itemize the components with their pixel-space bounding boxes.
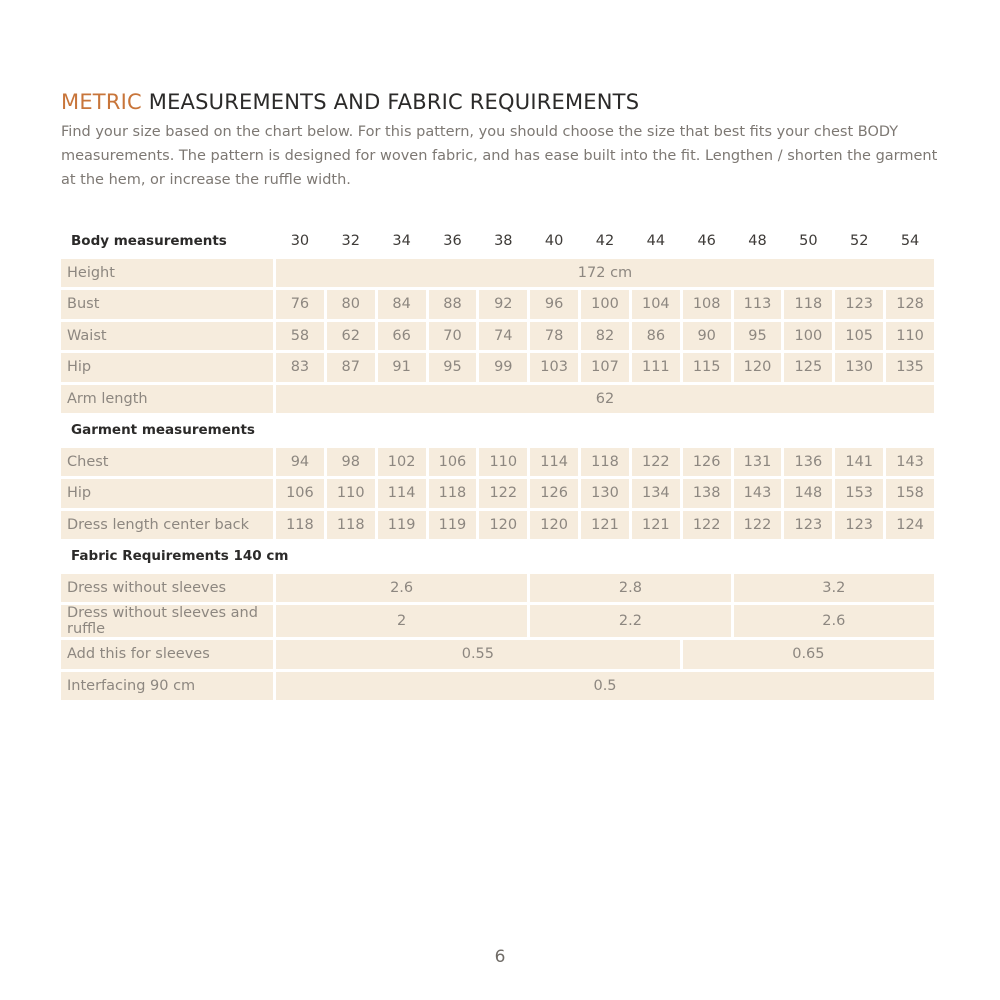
fabric-group-cell: 2.8 <box>530 574 730 603</box>
table-cell: 70 <box>429 322 477 351</box>
size-header: 34 <box>392 233 411 250</box>
table-cell: 66 <box>378 322 426 351</box>
table-cell: 111 <box>632 353 680 382</box>
table-cell: 78 <box>530 322 578 351</box>
table-cell: 122 <box>683 511 731 540</box>
table-cell: 90 <box>683 322 731 351</box>
table-cell: 128 <box>886 290 934 319</box>
table-cell: 92 <box>479 290 527 319</box>
table-cell: 125 <box>784 353 832 382</box>
table-cell: 114 <box>530 448 578 477</box>
row-label: Waist <box>61 322 273 351</box>
arm-length-value: 62 <box>276 385 934 414</box>
table-cell: 88 <box>429 290 477 319</box>
table-row <box>61 574 934 603</box>
table-cell: 102 <box>378 448 426 477</box>
row-label: Bust <box>61 290 273 319</box>
row-label: Dress length center back <box>61 511 273 540</box>
size-header: 38 <box>494 233 513 250</box>
table-cell: 120 <box>734 353 782 382</box>
table-row <box>61 259 934 288</box>
section-title: Body measurements <box>71 233 227 250</box>
section-title: Fabric Requirements 140 cm <box>71 548 289 565</box>
row-label: Hip <box>61 353 273 382</box>
fabric-group-cell: 2.6 <box>276 574 527 603</box>
table-cell: 108 <box>683 290 731 319</box>
table-cell: 95 <box>429 353 477 382</box>
garment-measurements-header <box>61 416 934 445</box>
size-header: 48 <box>748 233 767 250</box>
size-header: 52 <box>849 233 869 250</box>
table-cell: 95 <box>734 322 782 351</box>
table-cell: 123 <box>835 290 883 319</box>
size-header: 54 <box>900 233 920 250</box>
row-label: Arm length <box>61 385 273 414</box>
table-cell: 158 <box>886 479 934 508</box>
row-label: Hip <box>61 479 273 508</box>
height-value: 172 cm <box>276 259 934 288</box>
title-accent: METRIC <box>61 90 142 114</box>
table-row <box>61 511 934 540</box>
interfacing-value: 0.5 <box>276 672 934 701</box>
table-cell: 120 <box>530 511 578 540</box>
row-label: Chest <box>61 448 273 477</box>
size-header: 30 <box>290 233 310 250</box>
table-cell: 118 <box>429 479 477 508</box>
table-cell: 148 <box>784 479 832 508</box>
table-cell: 134 <box>632 479 680 508</box>
table-row <box>61 322 934 351</box>
table-cell: 83 <box>276 353 324 382</box>
table-cell: 130 <box>581 479 629 508</box>
table-cell: 100 <box>784 322 832 351</box>
table-cell: 76 <box>276 290 324 319</box>
section-title: Garment measurements <box>71 422 255 439</box>
table-cell: 119 <box>378 511 426 540</box>
table-cell: 99 <box>479 353 527 382</box>
table-cell: 58 <box>276 322 324 351</box>
row-label: Dress without sleeves and ruffle <box>61 605 273 637</box>
fabric-group-cell: 0.55 <box>276 640 680 669</box>
table-cell: 96 <box>530 290 578 319</box>
fabric-group-cell: 3.2 <box>734 574 934 603</box>
table-cell: 122 <box>632 448 680 477</box>
table-cell: 119 <box>429 511 477 540</box>
table-cell: 131 <box>734 448 782 477</box>
size-header: 40 <box>544 233 564 250</box>
table-cell: 118 <box>327 511 375 540</box>
intro-text: Find your size based on the chart below. For this pattern, you should choose the size that best fits your chest BODY measurements. The pattern is designed for woven fabric, and has ease built into the fit. Lengthen / shorten the garment at the hem, or increase the ruffle width. <box>61 124 938 188</box>
table-row <box>61 448 934 477</box>
size-header: 32 <box>341 233 360 250</box>
fabric-group-cell: 2.2 <box>530 605 730 637</box>
table-cell: 104 <box>632 290 680 319</box>
table-cell: 120 <box>479 511 527 540</box>
size-header: 36 <box>443 233 462 250</box>
table-cell: 126 <box>683 448 731 477</box>
table-cell: 107 <box>581 353 629 382</box>
table-row <box>61 605 934 637</box>
size-chart <box>58 224 937 703</box>
table-cell: 141 <box>835 448 883 477</box>
size-header: 44 <box>646 233 666 250</box>
table-cell: 110 <box>886 322 934 351</box>
table-cell: 103 <box>530 353 578 382</box>
table-row <box>61 353 934 382</box>
table-cell: 143 <box>886 448 934 477</box>
table-cell: 110 <box>327 479 375 508</box>
table-cell: 98 <box>327 448 375 477</box>
table-cell: 87 <box>327 353 375 382</box>
table-cell: 126 <box>530 479 578 508</box>
table-cell: 123 <box>835 511 883 540</box>
table-cell: 130 <box>835 353 883 382</box>
body-measurements-header <box>61 227 934 256</box>
size-header: 42 <box>595 233 615 250</box>
table-cell: 122 <box>734 511 782 540</box>
fabric-group-cell: 2.6 <box>734 605 934 637</box>
table-cell: 80 <box>327 290 375 319</box>
table-cell: 118 <box>581 448 629 477</box>
table-cell: 84 <box>378 290 426 319</box>
table-cell: 123 <box>784 511 832 540</box>
table-cell: 124 <box>886 511 934 540</box>
fabric-group-cell: 0.65 <box>683 640 934 669</box>
table-cell: 74 <box>479 322 527 351</box>
table-cell: 135 <box>886 353 934 382</box>
size-header: 50 <box>799 233 818 250</box>
table-cell: 106 <box>276 479 324 508</box>
title-rest: MEASUREMENTS AND FABRIC REQUIREMENTS <box>141 90 640 114</box>
table-cell: 62 <box>327 322 375 351</box>
table-cell: 138 <box>683 479 731 508</box>
table-row <box>61 385 934 414</box>
table-cell: 113 <box>734 290 782 319</box>
page-number: 6 <box>494 947 506 967</box>
size-header: 46 <box>697 233 716 250</box>
fabric-requirements-header <box>61 542 934 571</box>
table-cell: 118 <box>784 290 832 319</box>
table-cell: 94 <box>276 448 324 477</box>
table-cell: 106 <box>429 448 477 477</box>
table-row <box>61 640 934 669</box>
table-cell: 82 <box>581 322 629 351</box>
table-cell: 105 <box>835 322 883 351</box>
table-cell: 114 <box>378 479 426 508</box>
table-cell: 118 <box>276 511 324 540</box>
table-row <box>61 672 934 701</box>
table-row <box>61 290 934 319</box>
fabric-group-cell: 2 <box>276 605 527 637</box>
table-cell: 100 <box>581 290 629 319</box>
table-cell: 153 <box>835 479 883 508</box>
table-row <box>61 479 934 508</box>
row-label: Height <box>61 259 273 288</box>
table-cell: 136 <box>784 448 832 477</box>
table-cell: 110 <box>479 448 527 477</box>
row-label: Add this for sleeves <box>61 640 273 669</box>
table-cell: 91 <box>378 353 426 382</box>
table-cell: 121 <box>632 511 680 540</box>
table-cell: 115 <box>683 353 731 382</box>
table-cell: 121 <box>581 511 629 540</box>
table-cell: 143 <box>734 479 782 508</box>
row-label: Interfacing 90 cm <box>61 672 273 701</box>
row-label: Dress without sleeves <box>61 574 273 603</box>
table-cell: 122 <box>479 479 527 508</box>
table-cell: 86 <box>632 322 680 351</box>
page-title <box>61 90 639 114</box>
